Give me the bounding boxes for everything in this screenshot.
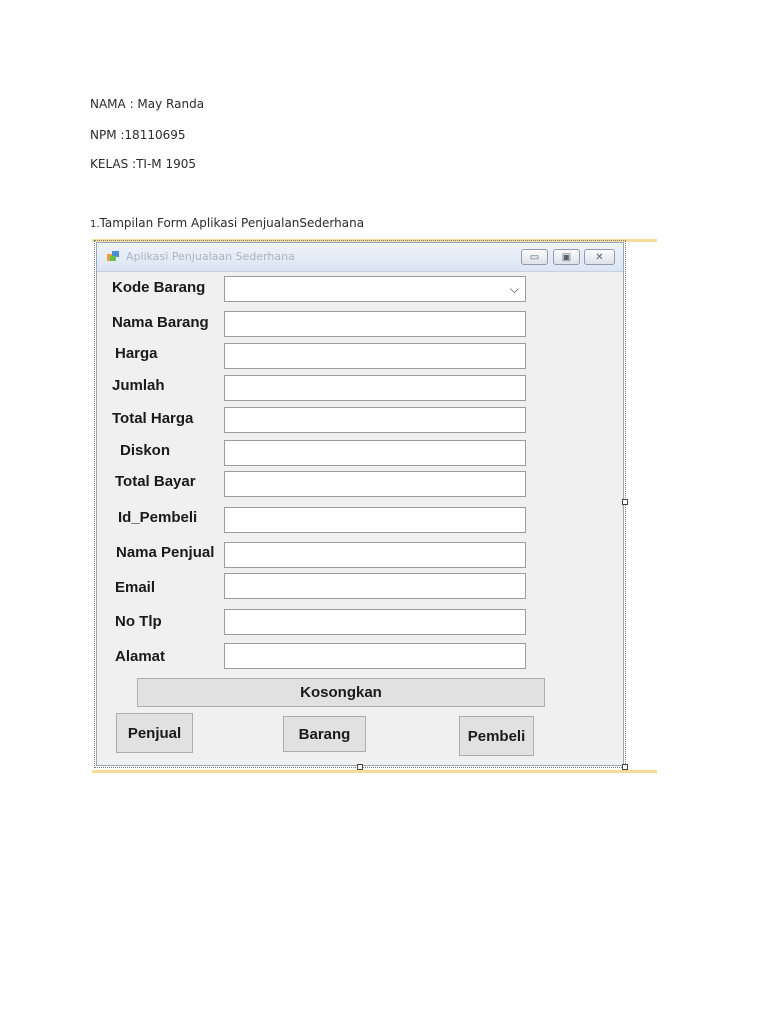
resize-handle-corner[interactable]: [622, 764, 628, 770]
kode-barang-combobox[interactable]: [224, 276, 526, 302]
label-jumlah: Jumlah: [112, 377, 165, 394]
label-total-harga: Total Harga: [112, 410, 194, 427]
minimize-button[interactable]: [521, 249, 548, 265]
total-bayar-input[interactable]: [224, 471, 526, 497]
label-alamat: Alamat: [115, 648, 166, 665]
caption-text: Tampilan Form Aplikasi PenjualanSederhana: [99, 216, 365, 230]
label-email: Email: [115, 579, 156, 596]
nama-barang-input[interactable]: [224, 311, 526, 337]
label-total-bayar: Total Bayar: [115, 473, 196, 490]
nama-penjual-input[interactable]: [224, 542, 526, 568]
close-button[interactable]: [584, 249, 615, 265]
maximize-icon: ▣: [561, 251, 572, 263]
label-kode-barang: Kode Barang: [112, 279, 206, 296]
label-nama-penjual: Nama Penjual: [116, 544, 215, 561]
id-pembeli-input[interactable]: [224, 507, 526, 533]
label-diskon: Diskon: [120, 442, 171, 459]
app-icon: [107, 251, 120, 262]
label-id-pembeli: Id_Pembeli: [118, 509, 198, 526]
minimize-icon: ▭: [529, 251, 540, 263]
label-harga: Harga: [115, 345, 158, 362]
no-tlp-input[interactable]: [224, 609, 526, 635]
jumlah-input[interactable]: [224, 375, 526, 401]
pembeli-button[interactable]: Pembeli: [459, 716, 534, 756]
maximize-button[interactable]: [553, 249, 580, 265]
window-title: Aplikasi Penjualaan Sederhana: [126, 250, 295, 263]
figure-caption: [90, 216, 364, 230]
caption-number: 1.: [90, 219, 100, 230]
total-harga-input[interactable]: [224, 407, 526, 433]
close-icon: ✕: [595, 251, 604, 263]
student-name: NAMA : May Randa: [90, 97, 205, 111]
combo-chevron-down-icon: ⌵: [509, 281, 519, 296]
student-npm: NPM :18110695: [90, 128, 186, 142]
diskon-input[interactable]: [224, 440, 526, 466]
email-input[interactable]: [224, 573, 526, 599]
form-window: [96, 242, 624, 766]
harga-input[interactable]: [224, 343, 526, 369]
kosongkan-button[interactable]: Kosongkan: [137, 678, 545, 707]
penjual-button[interactable]: Penjual: [116, 713, 193, 753]
title-bar[interactable]: [97, 243, 623, 272]
label-no-tlp: No Tlp: [115, 613, 162, 630]
alamat-input[interactable]: [224, 643, 526, 669]
resize-handle-bottom[interactable]: [357, 764, 363, 770]
student-class: KELAS :TI-M 1905: [90, 157, 197, 171]
barang-button[interactable]: Barang: [283, 716, 366, 752]
label-nama-barang: Nama Barang: [112, 314, 209, 331]
resize-handle-right[interactable]: [622, 499, 628, 505]
image-bottom-band: [92, 770, 657, 773]
